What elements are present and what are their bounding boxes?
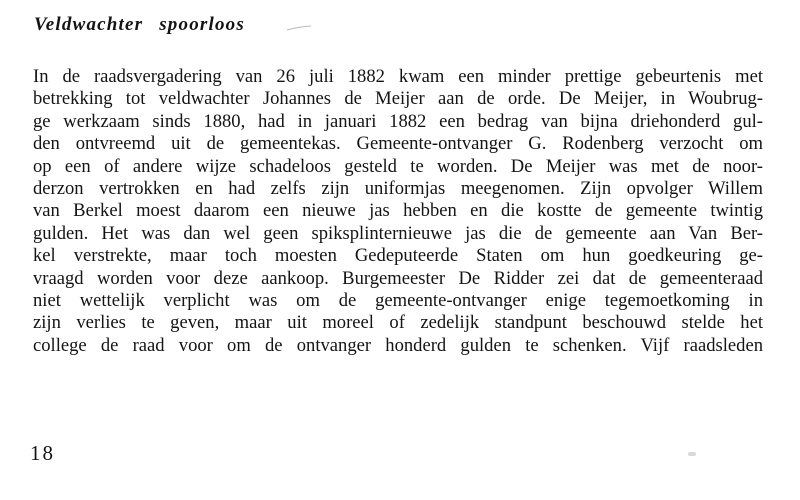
text-line: den ontvreemd uit de gemeentekas. Gemeente-ontvanger G. Rodenberg verzocht om (33, 133, 763, 155)
text-line: zijn verlies te geven, maar uit moreel of zedelijk standpunt beschouwd stelde het (33, 312, 763, 334)
text-line: op een of andere wijze schadeloos gesteld te worden. De Meijer was met de noor- (33, 155, 763, 177)
section-heading: Veldwachter spoorloos (34, 14, 245, 35)
text-line: ge werkzaam sinds 1880, had in januari 1882 een bedrag van bijna driehonderd gul- (33, 110, 763, 132)
text-line: niet wettelijk verplicht was om de gemeente-ontvanger enige tegemoetkoming in (33, 289, 763, 311)
text-line: derzon vertrokken en had zelfs zijn uniformjas meegenomen. Zijn opvolger Willem (33, 177, 763, 199)
text-line: betrekking tot veldwachter Johannes de Meijer aan de orde. De Meijer, in Woubrug- (33, 88, 763, 110)
page-number: 18 (30, 441, 55, 465)
text-line: In de raadsvergadering van 26 juli 1882 kwam een minder prettige gebeurtenis met (33, 66, 763, 87)
text-line: college de raad voor om de ontvanger honderd gulden te schenken. Vijf raadsleden (33, 334, 763, 356)
scan-speck (688, 452, 696, 456)
text-line: kel verstrekte, maar toch moesten Gedeputeerde Staten om hun goedkeuring ge- (33, 245, 763, 267)
text-line: van Berkel moest daarom een nieuwe jas hebben en die kostte de gemeente twintig (33, 200, 763, 222)
article-body (33, 66, 763, 357)
pen-stroke-mark (286, 25, 312, 31)
text-line: gulden. Het was dan wel geen spiksplinternieuwe jas die de gemeente aan Van Ber- (33, 222, 763, 244)
text-line: vraagd worden voor deze aankoop. Burgemeester De Ridder zei dat de gemeenteraad (33, 267, 763, 289)
